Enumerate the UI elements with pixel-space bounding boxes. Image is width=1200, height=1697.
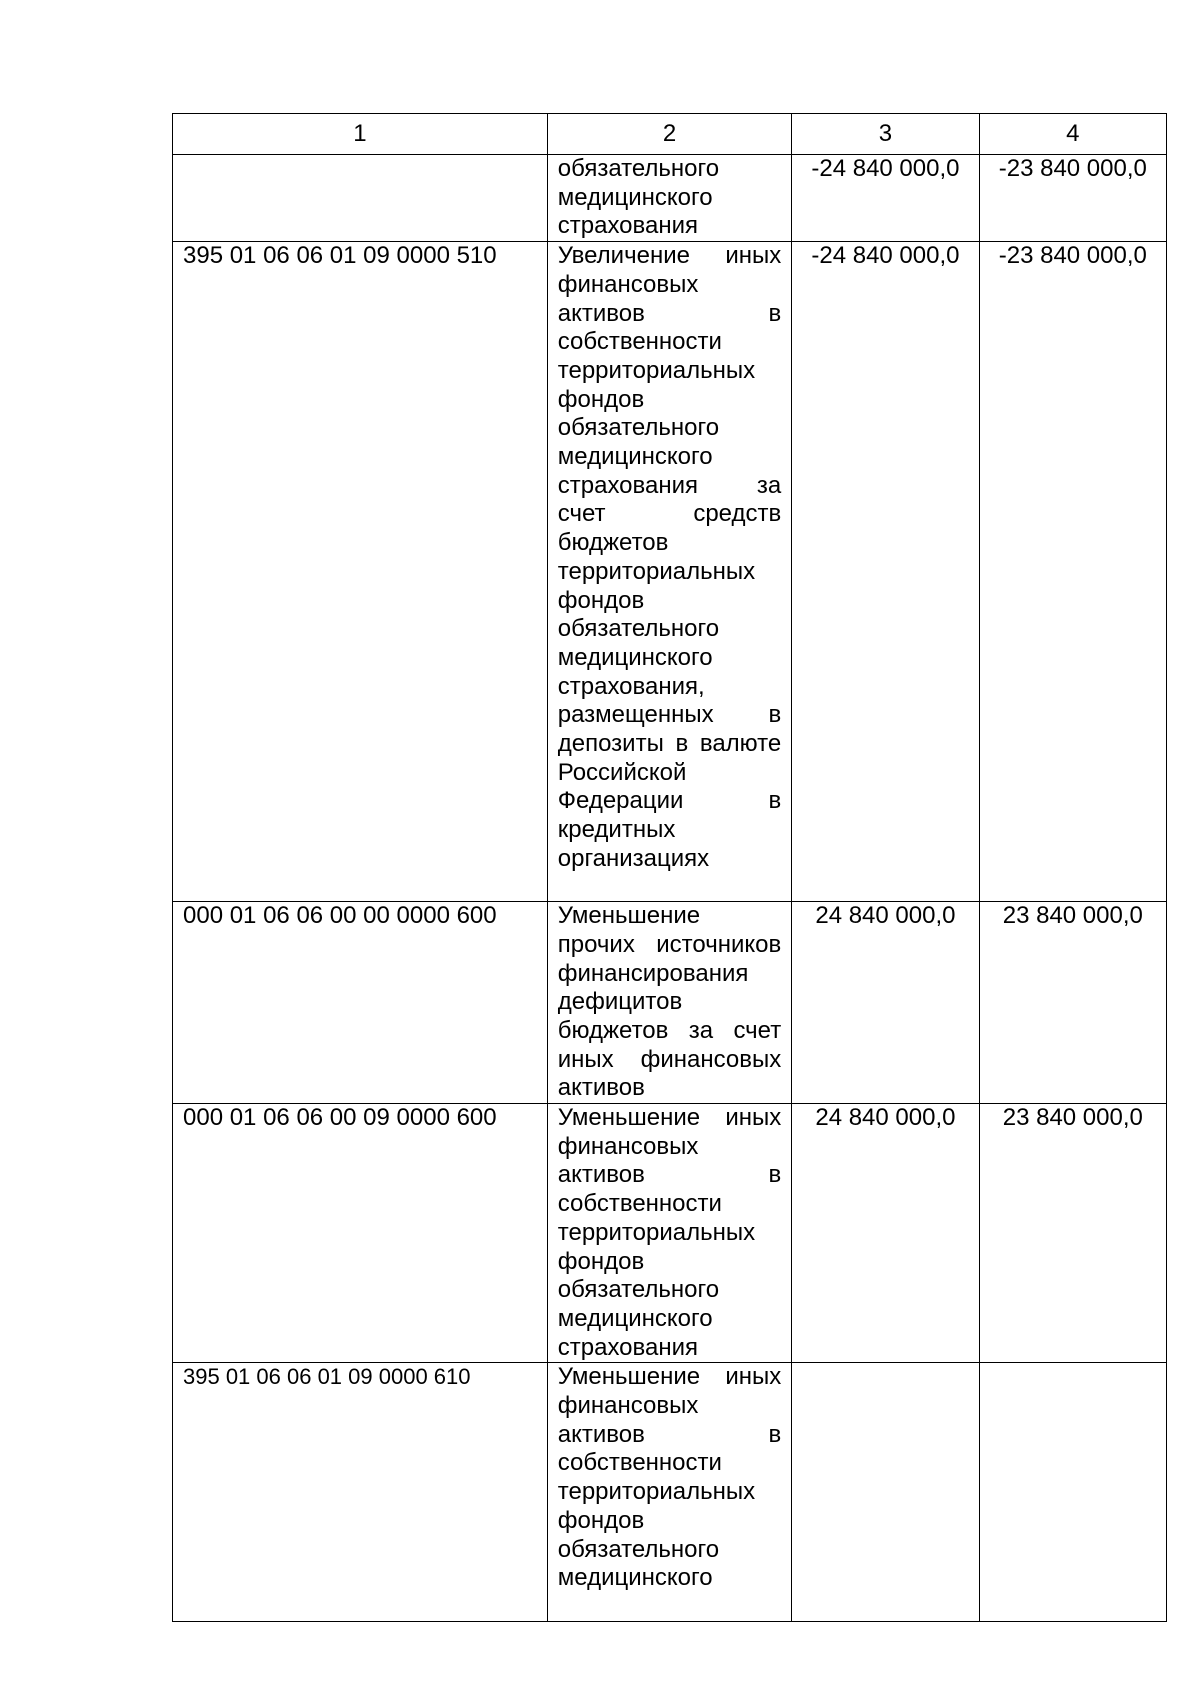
row-description: Уменьшение иных финансовых активов в собственности территориальных фондов обязательного медицинского страхования <box>547 1104 791 1363</box>
table-row <box>173 155 1167 242</box>
row-value-col3: 24 840 000,0 <box>792 1104 979 1363</box>
row-code: 000 01 06 06 00 09 0000 600 <box>173 1104 548 1363</box>
row-code: 395 01 06 06 01 09 0000 510 <box>173 242 548 902</box>
row-value-col4: -23 840 000,0 <box>979 242 1166 902</box>
table-header-row <box>173 114 1167 155</box>
row-description: Увеличение иных финансовых активов в собственности территориальных фондов обязательного медицинского страхования за счет средств бюджетов территориальных фондов обязательного медицинского страхования, размещенных в депозиты в валюте Российской Федерации в кредитных организациях <box>547 242 791 902</box>
row-code: 000 01 06 06 00 00 0000 600 <box>173 902 548 1104</box>
row-code: 395 01 06 06 01 09 0000 610 <box>173 1363 548 1622</box>
row-value-col3 <box>792 1363 979 1622</box>
table-row <box>173 1363 1167 1622</box>
budget-table <box>172 113 1167 1622</box>
table-row <box>173 902 1167 1104</box>
row-value-col3: 24 840 000,0 <box>792 902 979 1104</box>
row-description: Уменьшение прочих источников финансирования дефицитов бюджетов за счет иных финансовых активов <box>547 902 791 1104</box>
row-value-col3: -24 840 000,0 <box>792 242 979 902</box>
header-cell-1: 1 <box>173 114 548 155</box>
header-cell-3: 3 <box>792 114 979 155</box>
row-value-col4: 23 840 000,0 <box>979 902 1166 1104</box>
table-row <box>173 242 1167 902</box>
table-row <box>173 1104 1167 1363</box>
row-value-col4: 23 840 000,0 <box>979 1104 1166 1363</box>
row-code <box>173 155 548 242</box>
row-value-col4 <box>979 1363 1166 1622</box>
row-value-col4: -23 840 000,0 <box>979 155 1166 242</box>
header-cell-4: 4 <box>979 114 1166 155</box>
header-cell-2: 2 <box>547 114 791 155</box>
row-value-col3: -24 840 000,0 <box>792 155 979 242</box>
row-description: обязательного медицинского страхования <box>547 155 791 242</box>
row-description: Уменьшение иных финансовых активов в собственности территориальных фондов обязательного медицинского <box>547 1363 791 1622</box>
